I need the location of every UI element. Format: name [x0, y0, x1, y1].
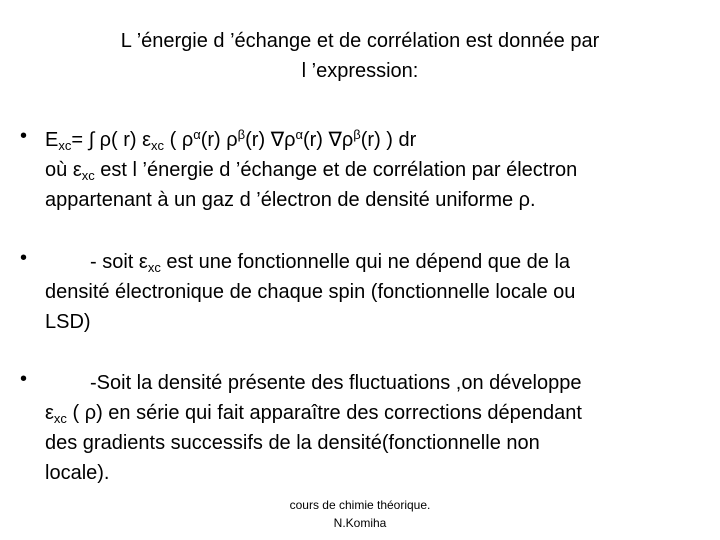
bullet-3-line-2: $\varepsilon_{xc}$ ( ρ) en série qui fait apparaître des corrections dépendant: [45, 402, 582, 426]
footer-author: N.Komiha: [333, 516, 387, 530]
bullet-2-line-1: - soit $\varepsilon_{xc}$ est une fonctionnelle qui ne dépend que de la: [90, 251, 571, 275]
bullet-2-text: [45, 247, 705, 337]
bullet-2-line-2: densité électronique de chaque spin (fonctionnelle locale ou: [45, 281, 576, 303]
bullet-3-text: [45, 368, 705, 488]
slide-footer: [240, 496, 480, 532]
bullet-marker-3: •: [20, 368, 28, 390]
bullet-1-line-3: appartenant à un gaz d ’électron de densité uniforme ρ.: [45, 189, 536, 211]
bullet-3-line-4: locale).: [45, 462, 110, 484]
formula-line: $E_{xc}=$ ∫ ρ( r) $\varepsilon_{xc}$ ( $\rho^\alpha(r)$ $\rho^\beta(r)$ $\nabla\rho^\alpha(r)$ $\nabla\rho^\beta(r)$ ) dr: [45, 127, 417, 153]
bullet-1-line-2: où $\varepsilon_{xc}$ est l ’énergie d ’échange et de corrélation par électron: [45, 159, 578, 183]
bullet-marker-2: •: [20, 247, 28, 269]
bullet-2-line-3: LSD): [45, 311, 91, 333]
footer-course: cours de chimie théorique.: [289, 498, 431, 512]
bullet-3-line-3: des gradients successifs de la densité(fonctionnelle non: [45, 432, 540, 454]
title-line-2: l ’expression:: [301, 60, 419, 82]
bullet-1-text: [45, 125, 705, 215]
slide-title: [60, 26, 660, 86]
bullet-3-line-1: -Soit la densité présente des fluctuations ,on développe: [90, 372, 582, 394]
bullet-marker-1: •: [20, 125, 28, 147]
title-line-1: L ’énergie d ’échange et de corrélation est donnée par: [120, 30, 600, 52]
